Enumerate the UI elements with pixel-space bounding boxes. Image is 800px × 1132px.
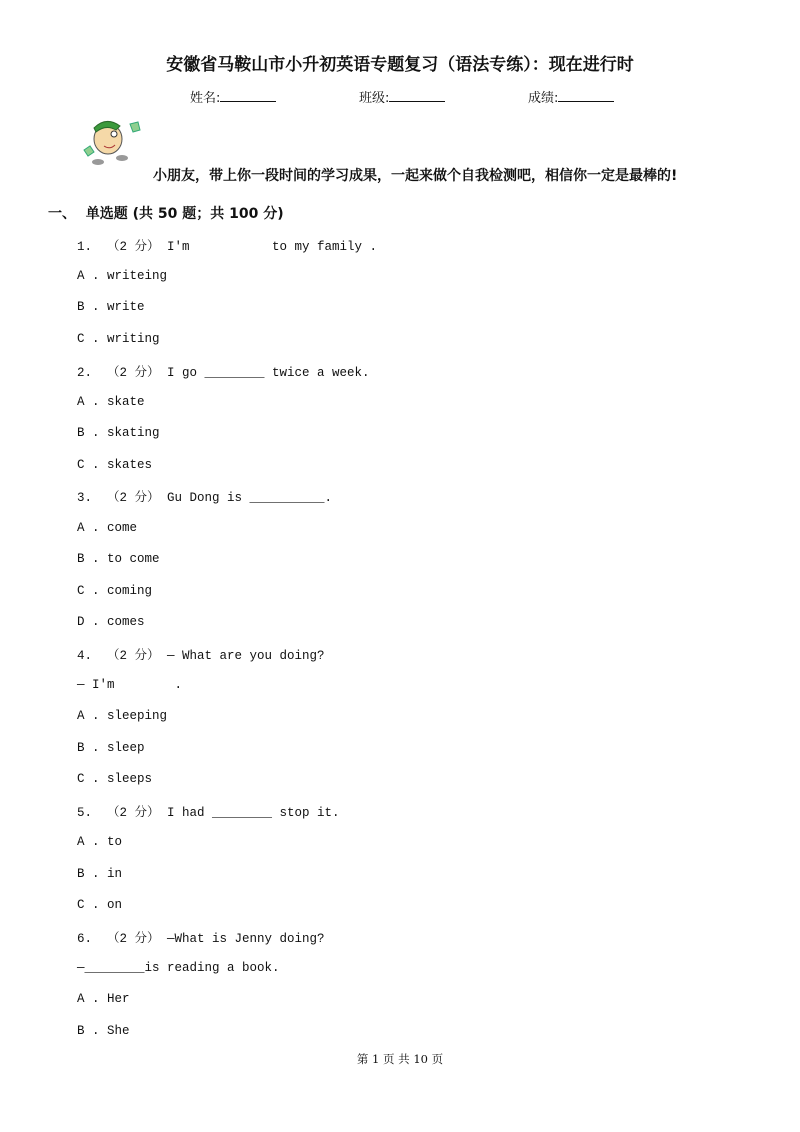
answer-option: A . writeing xyxy=(77,269,168,283)
name-blank xyxy=(220,89,276,102)
question-subline: — I'm . xyxy=(77,678,183,692)
name-label: 姓名: xyxy=(190,91,221,106)
answer-option: B . to come xyxy=(77,552,160,566)
question-stem: 1. （2 分） I'm to my family . xyxy=(77,240,378,254)
score-label: 成绩: xyxy=(528,91,559,106)
question-stem: 3. （2 分） Gu Dong is __________. xyxy=(77,491,333,505)
answer-option: B . She xyxy=(77,1024,130,1038)
question-stem: 2. （2 分） I go ________ twice a week. xyxy=(77,366,370,380)
answer-option: A . skate xyxy=(77,395,145,409)
page-footer: 第 1 页 共 10 页 xyxy=(356,1052,444,1066)
answer-option: C . writing xyxy=(77,332,160,346)
section-heading: 一、 单选题 (共 50 题；共 100 分) xyxy=(48,206,284,222)
answer-option: A . to xyxy=(77,835,123,849)
answer-option: B . sleep xyxy=(77,741,145,755)
question-subline: —________is reading a book. xyxy=(77,961,280,975)
answer-option: C . skates xyxy=(77,458,153,472)
document-title: 安徽省马鞍山市小升初英语专题复习（语法专练）：现在进行时 xyxy=(166,55,634,75)
answer-option: B . skating xyxy=(77,426,160,440)
answer-option: C . sleeps xyxy=(77,772,153,786)
answer-option: A . sleeping xyxy=(77,709,168,723)
mascot-image xyxy=(80,114,146,170)
class-blank xyxy=(389,89,445,102)
question-stem: 4. （2 分） — What are you doing? xyxy=(77,649,325,663)
question-stem: 6. （2 分） —What is Jenny doing? xyxy=(77,932,325,946)
answer-option: B . write xyxy=(77,300,145,314)
question-stem: 5. （2 分） I had ________ stop it. xyxy=(77,806,340,820)
answer-option: C . coming xyxy=(77,584,153,598)
name-field xyxy=(190,87,276,106)
score-blank xyxy=(558,89,614,102)
answer-option: B . in xyxy=(77,867,123,881)
class-label: 班级: xyxy=(359,91,390,106)
class-field xyxy=(359,87,445,106)
intro-text: 小朋友，带上你一段时间的学习成果，一起来做个自我检测吧，相信你一定是最棒的! xyxy=(153,168,678,184)
score-field xyxy=(528,87,614,106)
answer-option: D . comes xyxy=(77,615,145,629)
answer-option: A . come xyxy=(77,521,138,535)
answer-option: C . on xyxy=(77,898,123,912)
answer-option: A . Her xyxy=(77,992,130,1006)
